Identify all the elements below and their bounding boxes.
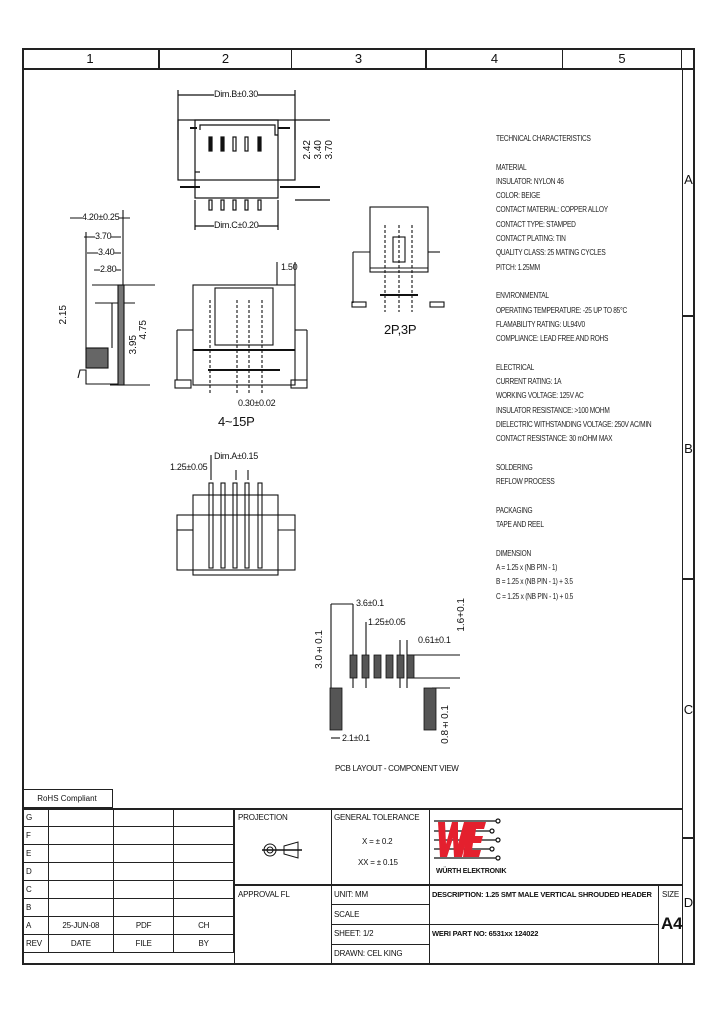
pcb-dim-7: 0.8±0.1 [440,705,451,744]
spec-item: A = 1.25 x (NB PIN - 1) [496,562,558,572]
pcb-layout-caption: PCB LAYOUT - COMPONENT VIEW [335,764,459,773]
spec-item: PITCH: 1.25MM [496,262,540,272]
revision-header-row [23,935,234,953]
dim-side-h2: 3.95 [128,335,139,355]
dim-bottom-pitch: 1.25±0.05 [170,462,208,472]
spec-environmental-heading: ENVIRONMENTAL [496,291,549,301]
spec-item: CONTACT RESISTANCE: 30 mOHM MAX [496,434,613,444]
spec-packaging-heading: PACKAGING [496,505,533,515]
spec-item: B = 1.25 x (NB PIN - 1) + 3.5 [496,577,573,587]
spec-block [496,132,651,604]
date-cell: 25-JUN-08 [48,917,113,935]
scale-label: SCALE [334,910,360,919]
spec-electrical-heading: ELECTRICAL [496,362,535,372]
dim-top-b: Dim.B±0.30 [214,89,258,99]
by-cell [174,827,234,845]
title-block-top-line [22,808,682,810]
spec-item: FLAMABILITY RATING: UL94V0 [496,319,585,329]
spec-item: OPERATING TEMPERATURE: -25 UP TO 85°C [496,305,627,315]
dim-top-h1: 2.42 [302,140,313,160]
dim-bottom-a: Dim.A±0.15 [214,451,258,461]
rev-cell: B [23,899,49,917]
rev-header: REV [23,935,49,953]
spec-item: CONTACT TYPE: STAMPED [496,219,576,229]
file-cell [113,845,174,863]
dim-top-h2: 3.40 [313,140,324,160]
by-cell [174,899,234,917]
spec-item: COMPLIANCE: LEAD FREE AND ROHS [496,334,609,344]
file-cell [113,827,174,845]
dim-top-h3: 3.70 [324,140,335,160]
row-label-d: D [682,837,695,965]
date-cell [48,863,113,881]
pcb-dim-3: 0.61±0.1 [418,635,451,645]
dim-side-w4: 2.80 [100,264,117,274]
column-label-5: 5 [563,48,682,70]
spec-soldering-heading: SOLDERING [496,462,533,472]
divider [331,924,429,925]
spec-item: WORKING VOLTAGE: 125V AC [496,391,584,401]
spec-item: DIELECTRIC WITHSTANDING VOLTAGE: 250V AC/MIN [496,419,652,429]
column-label-4: 4 [427,48,563,70]
divider [658,884,659,965]
divider [331,944,429,945]
date-cell [48,845,113,863]
file-cell: PDF [113,917,174,935]
spec-item: CONTACT MATERIAL: COPPER ALLOY [496,205,608,215]
approval-label: APPROVAL FL [238,890,290,899]
date-cell [48,809,113,827]
third-angle-projection-icon [262,840,312,860]
by-cell [174,881,234,899]
dim-top-c: Dim.C±0.20 [214,220,259,230]
spec-item: REFLOW PROCESS [496,477,555,487]
spec-item: CONTACT PLATING: TIN [496,234,566,244]
projection-label: PROJECTION [238,813,288,822]
row-label-b: B [682,315,695,578]
date-cell [48,899,113,917]
tolerance-x: X = ± 0.2 [362,837,393,846]
pcb-dim-4: 1.6+0.1 [456,598,467,632]
pcb-dim-2: 1.25±0.05 [368,617,406,627]
pcb-dim-6: 2.1±0.1 [342,733,370,743]
divider [234,808,235,965]
file-header: FILE [113,935,174,953]
by-cell: CH [174,917,234,935]
by-cell [174,863,234,881]
divider [331,904,429,905]
dim-side-w2: 3.70 [95,231,112,241]
front-view-label: 4~15P [218,414,255,429]
row-label-c: C [682,578,695,837]
row-label-a: A [684,172,693,187]
part-number-label: WERI PART NO: 6531xx 124022 [432,929,539,938]
revision-row [23,917,234,935]
spec-item: INSULATOR RESISTANCE: >100 MOHM [496,405,610,415]
spec-item: QUALITY CLASS: 25 MATING CYCLES [496,248,606,258]
column-label-3: 3 [292,48,427,70]
pcb-dim-1: 3.6±0.1 [356,598,384,608]
file-cell [113,809,174,827]
dim-front-pitch: 1.50 [281,262,298,272]
dim-side-w1: 4.20±0.25 [82,212,120,222]
spec-item: COLOR: BEIGE [496,191,541,201]
dim-side-w3: 3.40 [98,247,115,257]
rev-cell: D [23,863,49,881]
spec-material-heading: MATERIAL [496,162,527,172]
title-block-mid-line [234,884,682,886]
spec-item: INSULATOR: NYLON 46 [496,176,564,186]
spec-item: C = 1.25 x (NB PIN - 1) + 0.5 [496,591,574,601]
size-label: SIZE [662,890,679,899]
rev-cell: F [23,827,49,845]
tolerance-xx: XX = ± 0.15 [358,858,398,867]
dim-side-h3: 4.75 [138,320,149,340]
revision-row [23,899,234,917]
rohs-label: RoHS Compliant [37,794,97,803]
rev-cell: G [23,809,49,827]
rohs-box [22,789,113,808]
spec-item: CURRENT RATING: 1A [496,377,562,387]
rev-cell: C [23,881,49,899]
column-label-1: 1 [22,48,160,70]
revision-row [23,845,234,863]
divider [429,808,430,965]
general-tolerance-label: GENERAL TOLERANCE [334,813,420,822]
by-header: BY [174,935,234,953]
wurth-elektronik-logo-icon [432,816,512,866]
by-cell [174,809,234,827]
pcb-dim-5: 3.0±0.1 [314,630,325,669]
spec-dimension-heading: DIMENSION [496,548,531,558]
small-view-label: 2P,3P [384,322,417,337]
revision-row [23,881,234,899]
date-cell [48,827,113,845]
date-cell [48,881,113,899]
file-cell [113,863,174,881]
revision-row [23,827,234,845]
file-cell [113,899,174,917]
rev-cell: E [23,845,49,863]
description-label: DESCRIPTION: 1.25 SMT MALE VERTICAL SHROUDED HEADER [432,890,652,899]
unit-label: UNIT: MM [334,890,368,899]
divider [331,808,332,965]
logo-text: WÜRTH ELEKTRONIK [436,868,507,875]
file-cell [113,881,174,899]
date-header: DATE [48,935,113,953]
size-value: A4 [661,914,683,933]
revision-row [23,809,234,827]
by-cell [174,845,234,863]
dim-front-pin-width: 0.30±0.02 [238,398,276,408]
spec-item: TAPE AND REEL [496,520,544,530]
drawn-label: DRAWN: CEL KING [334,949,403,958]
spec-title: TECHNICAL CHARACTERISTICS [496,134,591,143]
column-label-2: 2 [160,48,292,70]
dim-side-h1: 2.15 [58,305,69,325]
revision-row [23,863,234,881]
sheet-label: SHEET: 1/2 [334,929,374,938]
revision-table [22,808,234,953]
rev-cell: A [23,917,49,935]
divider [429,924,658,925]
